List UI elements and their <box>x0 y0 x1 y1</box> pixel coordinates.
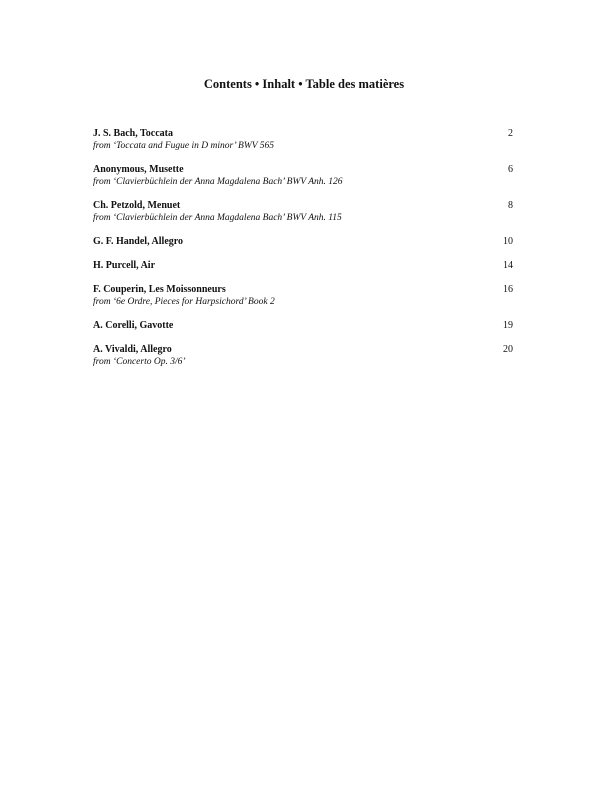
page-title: Contents • Inhalt • Table des matières <box>203 77 405 91</box>
toc-entry-source: from ‘Clavierbüchlein der Anna Magdalena Bach’ BWV Anh. 115 <box>93 213 342 223</box>
toc-entry-source: from ‘Concerto Op. 3/6’ <box>93 357 186 367</box>
toc-entry <box>93 320 513 332</box>
toc-entry-line <box>93 344 513 356</box>
toc-entry <box>93 164 513 188</box>
toc-entry-line <box>93 236 513 248</box>
toc-entry-page: 19 <box>503 320 513 331</box>
toc-entry-source: from ‘Clavierbüchlein der Anna Magdalena Bach’ BWV Anh. 126 <box>93 177 343 187</box>
toc-entry <box>93 128 513 152</box>
toc-entry-title: A. Corelli, Gavotte <box>93 320 174 331</box>
toc-entry-title: H. Purcell, Air <box>93 260 156 271</box>
toc-entry <box>93 236 513 248</box>
toc-entry-page: 10 <box>503 236 513 247</box>
toc-entry-page: 6 <box>508 164 513 175</box>
toc-entry-line <box>93 260 513 272</box>
toc-entry-source: from ‘Toccata and Fugue in D minor’ BWV 565 <box>93 141 275 151</box>
toc-entry-page: 16 <box>503 284 513 295</box>
toc-entry <box>93 260 513 272</box>
toc-entry-title: F. Couperin, Les Moissonneurs <box>93 284 226 295</box>
table-of-contents <box>93 128 513 380</box>
toc-entry-page: 14 <box>503 260 513 271</box>
toc-entry-page: 8 <box>508 200 513 211</box>
toc-entry-title: J. S. Bach, Toccata <box>93 128 174 139</box>
toc-entry-page: 2 <box>508 128 513 139</box>
toc-entry-page: 20 <box>503 344 513 355</box>
toc-entry-line <box>93 200 513 212</box>
toc-entry <box>93 344 513 368</box>
toc-entry-title: A. Vivaldi, Allegro <box>93 344 172 355</box>
toc-entry-title: G. F. Handel, Allegro <box>93 236 184 247</box>
toc-entry-title: Anonymous, Musette <box>93 164 184 175</box>
toc-entry-line <box>93 284 513 296</box>
toc-entry <box>93 284 513 308</box>
toc-entry-source: from ‘6e Ordre, Pieces for Harpsichord’ Book 2 <box>93 297 275 307</box>
toc-entry-line <box>93 320 513 332</box>
toc-entry-line <box>93 164 513 176</box>
toc-entry-line <box>93 128 513 140</box>
toc-entry <box>93 200 513 224</box>
toc-entry-title: Ch. Petzold, Menuet <box>93 200 181 211</box>
